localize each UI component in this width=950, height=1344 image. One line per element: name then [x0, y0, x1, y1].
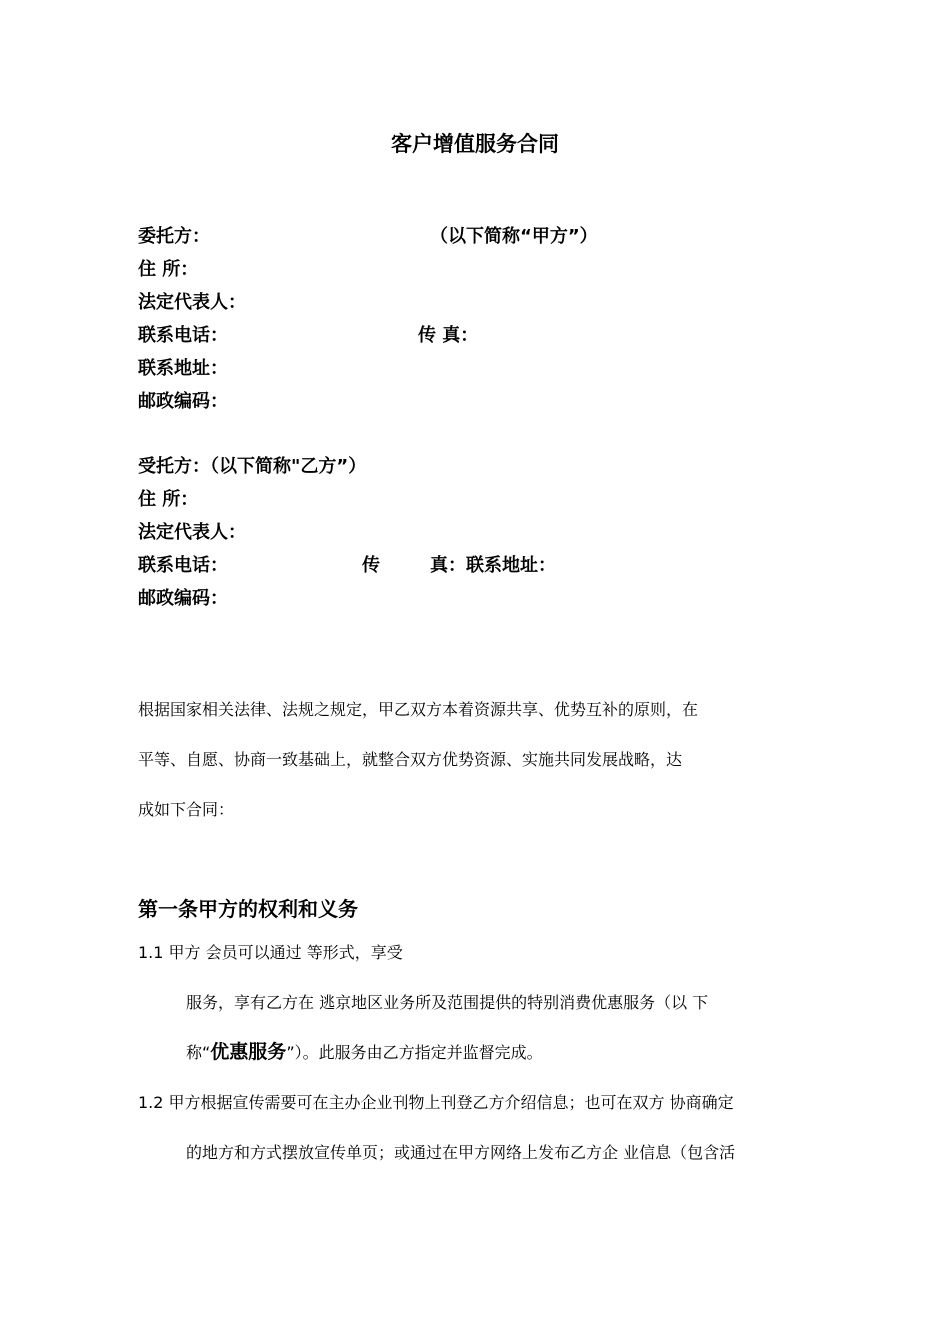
party-a-label: 委托方：: [138, 226, 210, 247]
clause-1-1-line-1: 1.1 甲方 会员可以通过 等形式，享受: [138, 943, 403, 962]
party-b-address-label: 住 所：: [138, 489, 199, 510]
party-b-rep-label: 法定代表人：: [138, 522, 246, 543]
party-a-rep-label: 法定代表人：: [138, 292, 246, 313]
party-b-phone-label: 联系电话：: [138, 555, 228, 576]
party-b-fax-label: 传: [362, 555, 380, 576]
clause-1-2-line-1: 1.2 甲方根据宣传需要可在主办企业刊物上刊登乙方介绍信息；也可在双方 协商确定: [138, 1093, 734, 1112]
party-a-address-label: 住 所：: [138, 259, 199, 280]
party-b-label: 受托方：（以下简称"乙方”）: [138, 456, 367, 477]
clause-1-1-line-3: [186, 1041, 543, 1064]
preamble-line-3: 成如下合同：: [138, 800, 235, 819]
party-a-phone-label: 联系电话：: [138, 325, 228, 346]
clause-1-1-line-2: 服务，享有乙方在 逃京地区业务所及范围提供的特别消费优惠服务（以 下: [186, 993, 709, 1012]
document-title: 客户增值服务合同: [391, 132, 559, 156]
party-a-postcode-label: 邮政编码：: [138, 391, 228, 412]
preamble-line-1: 根据国家相关法律、法规之规定，甲乙双方本着资源共享、优势互补的原则，在: [138, 700, 699, 719]
party-a-contact-address-label: 联系地址：: [138, 358, 228, 379]
article-1-heading: 第一条甲方的权利和义务: [138, 897, 358, 921]
party-b-postcode-label: 邮政编码：: [138, 588, 228, 609]
clause-1-2-line-2: 的地方和方式摆放宣传单页；或通过在甲方网络上发布乙方企 业信息（包含活: [186, 1143, 736, 1162]
party-b-fax-contact-label: 真：联系地址：: [430, 555, 556, 576]
clause-1-1-line-3-prefix: 称“: [186, 1043, 211, 1062]
preamble-line-2: 平等、自愿、协商一致基础上，就整合双方优势资源、实施共同发展战略，达: [138, 750, 683, 769]
party-a-alias: （以下简称“甲方”）: [430, 226, 598, 247]
clause-1-1-emphasis: 优惠服务: [210, 1041, 287, 1063]
party-a-fax-label: 传 真：: [418, 325, 479, 346]
clause-1-1-line-3-suffix: ”）。此服务由乙方指定并监督完成。: [286, 1043, 543, 1062]
